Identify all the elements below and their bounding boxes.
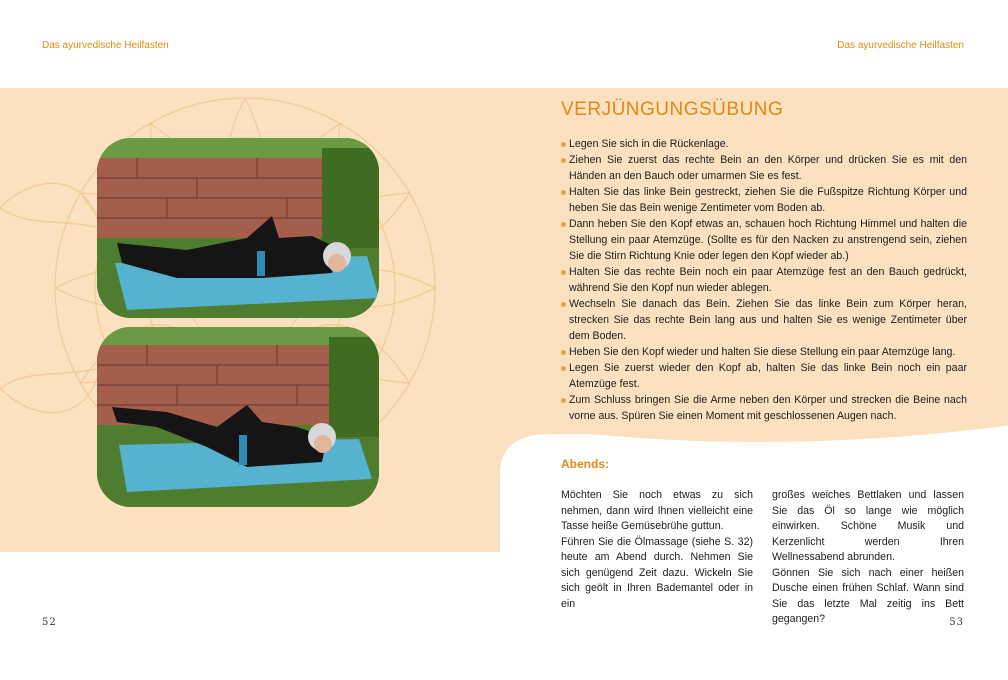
evening-paragraph: Möchten Sie noch etwas zu sich nehmen, dann wird Ihnen vielleicht eine Tasse heiße Gemüsebrühe guttun. <box>561 489 753 532</box>
page-number-left: 52 <box>42 617 57 628</box>
exercise-step: Wechseln Sie danach das Bein. Ziehen Sie das linke Bein zum Körper heran, strecken Sie das rechte Bein lang aus und halten Sie es wenige Zentimeter über dem Boden. <box>561 296 967 344</box>
running-head-right: Das ayurvedische Heilfasten <box>837 40 964 51</box>
exercise-step: Legen Sie sich in die Rückenlage. <box>561 136 967 152</box>
evening-paragraph: Gönnen Sie sich nach einer heißen Dusche einen frühen Schlaf. Wann sind Sie das letzte Mal zeitig ins Bett gegangen? <box>772 566 964 625</box>
exercise-step: Dann heben Sie den Kopf etwas an, schauen hoch Richtung Himmel und halten die Stellung ein paar Atemzüge. (Sollte es für den Nacken zu anstrengend sein, ziehen Sie die Stirn Richtung Knie oder legen den Kopf wieder ab.) <box>561 216 967 264</box>
evening-title: Abends: <box>561 457 609 471</box>
evening-column-2 <box>772 488 964 628</box>
running-head-left: Das ayurvedische Heilfasten <box>42 40 169 51</box>
exercise-photo-1 <box>97 138 379 318</box>
exercise-photo-2 <box>97 327 379 507</box>
page-number-right: 53 <box>949 617 964 628</box>
exercise-step: Legen Sie zuerst wieder den Kopf ab, halten Sie das linke Bein noch ein paar Atemzüge fest. <box>561 360 967 392</box>
exercise-step: Zum Schluss bringen Sie die Arme neben den Körper und strecken die Beine nach vorne aus. Spüren Sie einen Moment mit geschlossenen Augen nach. <box>561 392 967 424</box>
exercise-photo-1-image <box>97 138 379 318</box>
exercise-title: VERJÜNGUNGSÜBUNG <box>561 99 784 120</box>
exercise-step: Halten Sie das rechte Bein noch ein paar Atemzüge fest an den Bauch gedrückt, während Sie den Kopf nun wieder ablegen. <box>561 264 967 296</box>
exercise-photo-2-image <box>97 327 379 507</box>
exercise-steps <box>561 136 967 424</box>
exercise-step: Heben Sie den Kopf wieder und halten Sie diese Stellung ein paar Atemzüge lang. <box>561 344 967 360</box>
exercise-step: Halten Sie das linke Bein gestreckt, ziehen Sie die Fußspitze Richtung Körper und heben Sie das Bein wenige Zentimeter vom Boden ab. <box>561 184 967 216</box>
evening-paragraph: Führen Sie die Ölmassage (siehe S. 32) heute am Abend durch. Nehmen Sie sich genügend Zeit dazu. Wickeln Sie sich geölt in Ihren Bademantel oder in ein <box>561 535 753 610</box>
evening-column-1 <box>561 488 753 612</box>
evening-paragraph: großes weiches Bettlaken und lassen Sie das Öl so lange wie möglich einwirken. Schöne Musik und Kerzenlicht werden Ihren Wellnessabend abrunden. <box>772 489 964 563</box>
exercise-step: Ziehen Sie zuerst das rechte Bein an den Körper und drücken Sie es mit den Händen an den Bauch oder umarmen Sie es fest. <box>561 152 967 184</box>
